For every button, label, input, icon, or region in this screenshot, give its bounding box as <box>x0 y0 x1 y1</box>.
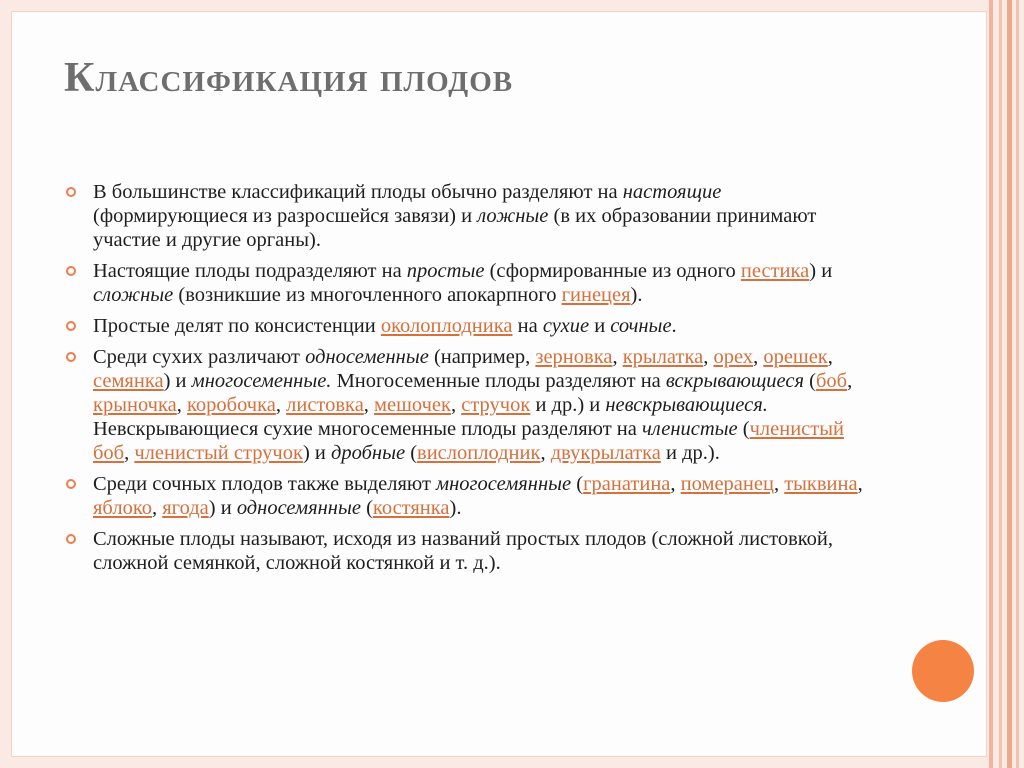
term-link[interactable]: семянка <box>93 370 164 392</box>
text-segment: на <box>512 315 543 337</box>
text-segment: , <box>451 394 462 416</box>
decorative-stripe <box>989 0 993 768</box>
text-segment: , <box>612 346 623 368</box>
text-segment: , <box>753 346 764 368</box>
term-link[interactable]: членистый боб <box>93 418 844 464</box>
emphasized-term: сложные <box>93 284 174 306</box>
term-link[interactable]: боб <box>815 370 848 392</box>
text-segment: ). <box>449 497 462 519</box>
emphasized-term: членистые <box>642 418 738 440</box>
text-segment: , <box>540 442 551 464</box>
text-segment: Настоящие плоды подразделяют на <box>93 260 407 282</box>
text-segment: , <box>670 473 681 495</box>
emphasized-term: сочные <box>610 315 672 337</box>
text-segment: , <box>152 497 163 519</box>
bullet-text <box>93 314 878 338</box>
emphasized-term: многосемянные <box>436 473 572 495</box>
text-segment: (формирующиеся из разросшейся завязи) и <box>93 205 478 227</box>
term-link[interactable]: листовка <box>286 394 364 416</box>
text-segment: ) и <box>302 442 332 464</box>
text-segment: ( <box>804 370 816 392</box>
slide-title: Классификация плодов <box>64 55 514 101</box>
emphasized-term: односеменные <box>305 346 429 368</box>
bullet-marker-icon <box>66 321 76 331</box>
term-link[interactable]: орешек <box>763 346 828 368</box>
text-segment: В большинстве классификаций плоды обычно разделяют на <box>93 181 623 203</box>
emphasized-term: дробные <box>331 442 406 464</box>
text-segment: Среди сочных плодов также выделяют <box>93 473 437 495</box>
text-segment: ( <box>405 442 418 464</box>
text-segment: , <box>363 394 375 416</box>
text-segment: ) и <box>809 260 833 282</box>
bullet-text <box>93 180 878 252</box>
text-segment: ). <box>630 284 643 306</box>
bullet-item <box>66 314 878 338</box>
text-segment: ) и <box>208 497 237 519</box>
term-link[interactable]: зерновка <box>535 346 613 368</box>
term-link[interactable]: яблоко <box>93 497 152 519</box>
text-segment: (возникшие из многочленного апокарпного <box>173 284 562 306</box>
decorative-stripe <box>999 0 1002 768</box>
emphasized-term: односемянные <box>236 497 361 519</box>
text-segment: , <box>275 394 287 416</box>
term-link[interactable]: мешочек <box>374 394 451 416</box>
bullet-list <box>66 180 878 582</box>
emphasized-term: сухие <box>542 315 590 337</box>
emphasized-term: настоящие <box>622 181 722 203</box>
text-segment: Невскрывающиеся сухие многосеменные плоды разделяют на <box>93 418 642 440</box>
emphasized-term: ложные <box>477 205 549 227</box>
term-link[interactable]: гинецея <box>561 284 631 306</box>
decorative-stripe <box>1007 0 1012 768</box>
term-link[interactable]: тыквина <box>784 473 858 495</box>
term-link[interactable]: крыночка <box>93 394 177 416</box>
term-link[interactable]: коробочка <box>186 394 276 416</box>
text-segment: Среди сухих различают <box>93 346 306 368</box>
term-link[interactable]: членистый стручок <box>134 442 303 464</box>
term-link[interactable]: крылатка <box>622 346 704 368</box>
emphasized-term: простые <box>406 260 485 282</box>
bullet-marker-icon <box>66 352 76 362</box>
text-segment: и др.). <box>660 442 720 464</box>
bullet-marker-icon <box>66 534 76 544</box>
text-segment: (в их образовании принимают участие и другие органы). <box>93 205 817 251</box>
text-segment: , <box>773 473 785 495</box>
text-segment: , <box>857 473 863 495</box>
text-segment: и <box>589 315 611 337</box>
bullet-item <box>66 345 878 465</box>
text-segment: . <box>671 315 677 337</box>
text-segment: , <box>847 370 853 392</box>
text-segment: ) и <box>163 370 192 392</box>
bullet-text <box>93 345 878 465</box>
text-segment: (например, <box>428 346 536 368</box>
text-segment: Многосеменные плоды разделяют на <box>331 370 666 392</box>
text-segment: Простые делят по консистенции <box>93 315 381 337</box>
term-link[interactable]: орех <box>713 346 754 368</box>
bullet-item <box>66 259 878 307</box>
text-segment: , <box>827 346 833 368</box>
bullet-text <box>93 259 878 307</box>
text-segment: , <box>176 394 187 416</box>
bullet-item <box>66 527 878 575</box>
bullet-marker-icon <box>66 187 76 197</box>
bullet-marker-icon <box>66 266 76 276</box>
text-segment: ( <box>360 497 373 519</box>
term-link[interactable]: гранатина <box>583 473 671 495</box>
bullet-item <box>66 472 878 520</box>
term-link[interactable]: околоплодника <box>380 315 513 337</box>
term-link[interactable]: пестика <box>740 260 810 282</box>
decorative-circle <box>912 640 974 702</box>
text-segment: , <box>703 346 714 368</box>
emphasized-term: многосеменные. <box>191 370 332 392</box>
text-segment: ( <box>737 418 750 440</box>
emphasized-term: вскрывающиеся <box>665 370 805 392</box>
term-link[interactable]: костянка <box>372 497 450 519</box>
bullet-item <box>66 180 878 252</box>
decorative-stripe <box>1016 0 1019 768</box>
term-link[interactable]: стручок <box>461 394 531 416</box>
bullet-text <box>93 527 878 575</box>
text-segment: , <box>124 442 135 464</box>
text-segment: ( <box>571 473 584 495</box>
text-segment: Сложные плоды называют, исходя из названий простых плодов (сложной листовкой, сложной семянкой, сложной костянкой и т. д.). <box>93 528 834 574</box>
term-link[interactable]: померанец <box>680 473 774 495</box>
text-segment: (сформированные из одного <box>484 260 741 282</box>
emphasized-term: невскрывающиеся. <box>605 394 768 416</box>
term-link[interactable]: вислоплодник <box>417 442 541 464</box>
term-link[interactable]: ягода <box>162 497 209 519</box>
bullet-text <box>93 472 878 520</box>
bullet-marker-icon <box>66 479 76 489</box>
text-segment: и др.) и <box>530 394 606 416</box>
term-link[interactable]: двукрылатка <box>550 442 661 464</box>
